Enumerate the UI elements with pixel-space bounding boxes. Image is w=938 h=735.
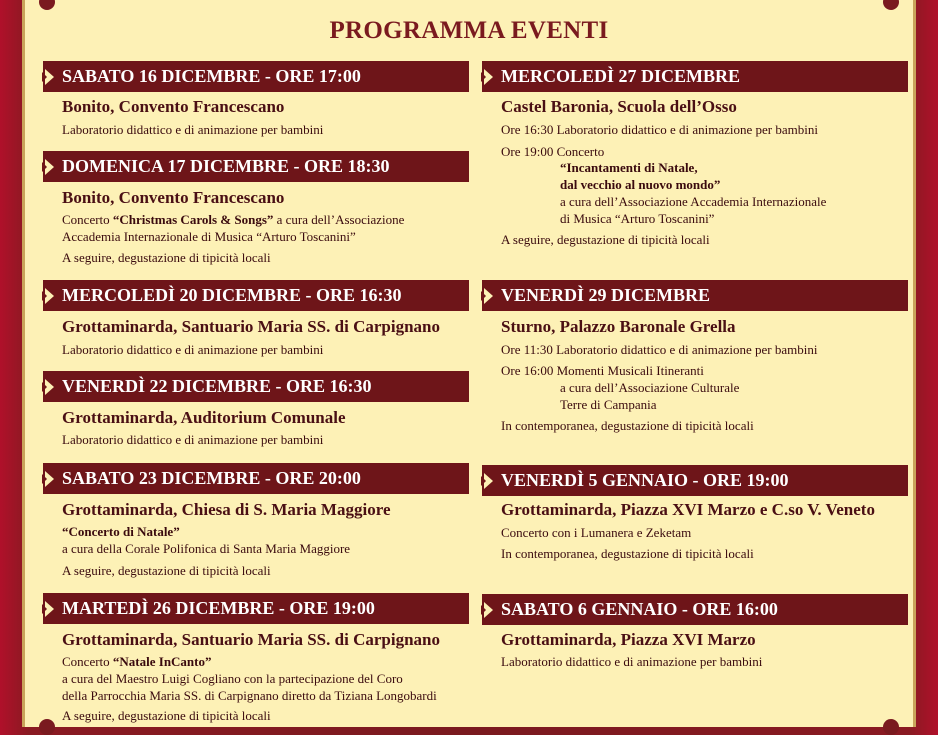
event-note: A seguire, degustazione di tipicità locali	[501, 232, 710, 247]
event-date: SABATO 16 DICEMBRE - ORE 17:00	[62, 66, 361, 86]
event-date: SABATO 23 DICEMBRE - ORE 20:00	[62, 468, 361, 488]
event-date: MERCOLEDÌ 20 DICEMBRE - ORE 16:30	[62, 285, 402, 305]
concert-title: “Christmas Carols & Songs”	[112, 212, 274, 227]
event-location: Castel Baronia, Scuola dell’Osso	[501, 97, 737, 116]
chevron-right-icon	[45, 379, 54, 395]
concert-title-text: dal vecchio al nuovo mondo”	[560, 177, 721, 192]
event-date-bar	[482, 594, 908, 625]
chevron-right-icon	[45, 471, 54, 487]
concert-title	[560, 176, 720, 193]
event-description: Ore 16:00 Momenti Musicali Itineranti	[501, 363, 704, 378]
event-note: In contemporanea, degustazione di tipicità locali	[501, 418, 754, 433]
event-date: SABATO 6 GENNAIO - ORE 16:00	[501, 599, 778, 619]
concert-title-text: “Incantamenti di Natale,	[560, 160, 698, 175]
event-date: MARTEDÌ 26 DICEMBRE - ORE 19:00	[62, 598, 375, 618]
event-date-bar	[43, 463, 469, 494]
event-date-bar	[482, 280, 908, 311]
event-location: Sturno, Palazzo Baronale Grella	[501, 317, 736, 336]
corner-ornament	[39, 719, 55, 735]
concert-title-text: “Concerto di Natale”	[62, 524, 180, 539]
event-description: Ore 19:00 Concerto	[501, 144, 605, 159]
event-description: Ore 11:30 Laboratorio didattico e di animazione per bambini	[501, 342, 818, 357]
concert-title	[560, 159, 698, 176]
text-span: a cura dell’Associazione	[273, 212, 405, 227]
event-date: MERCOLEDÌ 27 DICEMBRE	[501, 66, 741, 86]
event-location: Bonito, Convento Francescano	[62, 188, 285, 207]
chevron-right-icon	[45, 69, 54, 85]
event-date: VENERDÌ 22 DICEMBRE - ORE 16:30	[62, 376, 372, 396]
event-date-bar	[43, 593, 469, 624]
text-span: Concerto	[62, 654, 113, 669]
event-location: Grottaminarda, Santuario Maria SS. di Carpignano	[62, 630, 440, 649]
event-description: Laboratorio didattico e di animazione per bambini	[62, 432, 324, 447]
corner-ornament	[883, 0, 899, 10]
page-title: PROGRAMMA EVENTI	[329, 17, 609, 44]
event-location: Bonito, Convento Francescano	[62, 97, 285, 116]
event-description: Laboratorio didattico e di animazione per bambini	[62, 342, 324, 357]
event-description	[62, 211, 404, 228]
event-date-bar	[482, 465, 908, 496]
event-date-bar	[43, 61, 469, 92]
concert-title: “Natale InCanto”	[112, 654, 212, 669]
event-date-bar	[43, 151, 469, 182]
chevron-right-icon	[484, 288, 493, 304]
event-description: di Musica “Arturo Toscanini”	[560, 211, 715, 226]
event-description: Laboratorio didattico e di animazione per bambini	[501, 654, 763, 669]
corner-ornament	[883, 719, 899, 735]
event-description: a cura dell’Associazione Accademia Internazionale	[560, 194, 827, 209]
event-description: Terre di Campania	[560, 397, 657, 412]
event-note: A seguire, degustazione di tipicità locali	[62, 250, 271, 265]
concert-title	[62, 523, 180, 540]
chevron-right-icon	[484, 69, 493, 85]
event-date-bar	[43, 280, 469, 311]
event-location: Grottaminarda, Chiesa di S. Maria Maggiore	[62, 500, 391, 519]
event-description: a cura del Maestro Luigi Cogliano con la partecipazione del Coro	[62, 671, 403, 686]
chevron-right-icon	[45, 288, 54, 304]
event-description: Concerto con i Lumanera e Zeketam	[501, 525, 692, 540]
event-description: Accademia Internazionale di Musica “Arturo Toscanini”	[62, 229, 356, 244]
event-description: della Parrocchia Maria SS. di Carpignano diretto da Tiziana Longobardi	[62, 688, 437, 703]
event-date: VENERDÌ 29 DICEMBRE	[501, 285, 711, 305]
event-note: A seguire, degustazione di tipicità locali	[62, 563, 271, 578]
event-location: Grottaminarda, Piazza XVI Marzo	[501, 630, 756, 649]
event-description: Laboratorio didattico e di animazione per bambini	[62, 122, 324, 137]
chevron-right-icon	[484, 602, 493, 618]
event-description: a cura della Corale Polifonica di Santa Maria Maggiore	[62, 541, 351, 556]
chevron-right-icon	[45, 601, 54, 617]
text-span: Concerto	[62, 212, 113, 227]
corner-ornament	[39, 0, 55, 10]
event-date: VENERDÌ 5 GENNAIO - ORE 19:00	[501, 470, 789, 490]
event-note: A seguire, degustazione di tipicità locali	[62, 708, 271, 723]
chevron-right-icon	[484, 473, 493, 489]
event-location: Grottaminarda, Piazza XVI Marzo e C.so V. Veneto	[501, 500, 875, 519]
event-date-bar	[43, 371, 469, 402]
event-date: DOMENICA 17 DICEMBRE - ORE 18:30	[62, 156, 390, 176]
event-description: Ore 16:30 Laboratorio didattico e di animazione per bambini	[501, 122, 818, 137]
event-location: Grottaminarda, Santuario Maria SS. di Carpignano	[62, 317, 440, 336]
chevron-right-icon	[45, 159, 54, 175]
event-description: a cura dell’Associazione Culturale	[560, 380, 740, 395]
event-note: In contemporanea, degustazione di tipicità locali	[501, 546, 754, 561]
event-description	[62, 653, 212, 670]
program-panel	[22, 0, 916, 727]
event-location: Grottaminarda, Auditorium Comunale	[62, 408, 346, 427]
event-date-bar	[482, 61, 908, 92]
